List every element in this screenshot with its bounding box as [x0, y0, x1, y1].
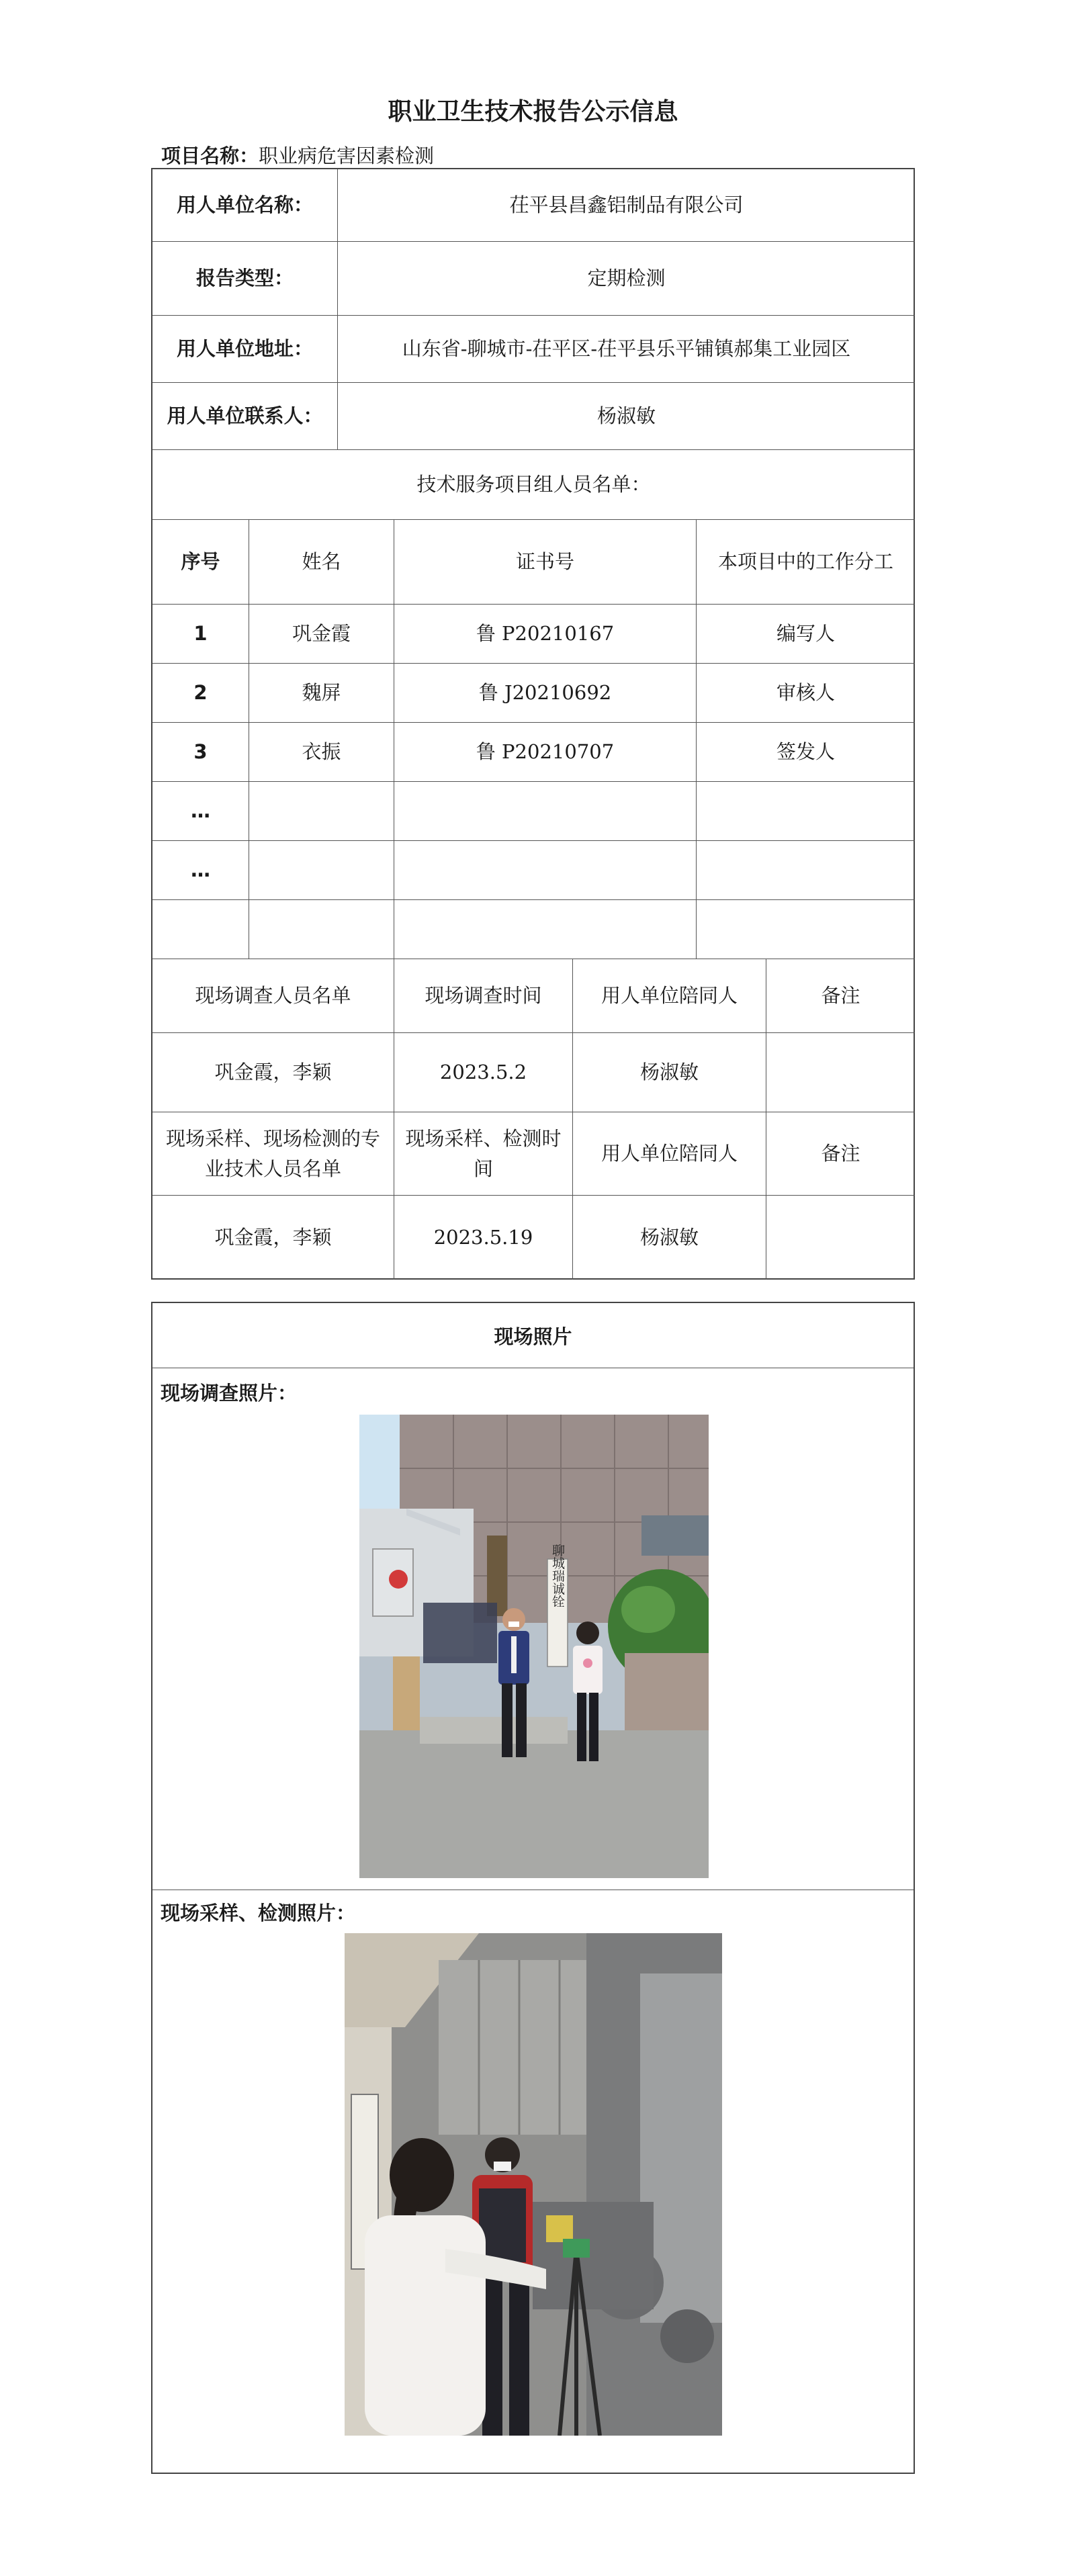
report-type-label: 报告类型： — [152, 242, 338, 316]
team-row-name: 衣振 — [249, 723, 394, 782]
team-row-role — [697, 900, 915, 959]
site-photos-section — [151, 1302, 915, 2474]
survey-header-staff: 现场调查人员名单 — [152, 959, 394, 1033]
report-type-value: 定期检测 — [338, 242, 915, 316]
sampling-escort: 杨淑敏 — [573, 1196, 766, 1280]
team-header-cert: 证书号 — [394, 520, 697, 605]
company-name-label: 用人单位名称： — [152, 169, 338, 242]
sampling-header-time: 现场采样、检测时间 — [394, 1112, 573, 1196]
company-address-value: 山东省-聊城市-茌平区-茌平县乐平铺镇郝集工业园区 — [338, 316, 915, 383]
sampling-remark — [766, 1196, 915, 1280]
team-row-no: 1 — [152, 605, 249, 664]
survey-header-escort: 用人单位陪同人 — [573, 959, 766, 1033]
team-list-title: 技术服务项目组人员名单： — [152, 450, 915, 520]
survey-header-time: 现场调查时间 — [394, 959, 573, 1033]
team-row-no: 2 — [152, 664, 249, 723]
survey-photo-label: 现场调查照片： — [161, 1382, 298, 1405]
page-title: 职业卫生技术报告公示信息 — [388, 98, 678, 126]
team-row-no: … — [152, 841, 249, 900]
team-row-no: 3 — [152, 723, 249, 782]
sampling-photo — [345, 1933, 722, 2436]
team-row-name — [249, 841, 394, 900]
survey-time: 2023.5.2 — [394, 1033, 573, 1112]
project-name-line — [161, 141, 434, 169]
team-row-role: 编写人 — [697, 605, 915, 664]
project-name-value: 职业病危害因素检测 — [259, 144, 435, 167]
team-header-no: 序号 — [152, 520, 249, 605]
site-photos-title: 现场照片 — [152, 1303, 914, 1368]
survey-header-remark: 备注 — [766, 959, 915, 1033]
sampling-header-remark: 备注 — [766, 1112, 915, 1196]
company-name-value: 茌平县昌鑫铝制品有限公司 — [338, 169, 915, 242]
team-row-cert — [394, 782, 697, 841]
survey-escort: 杨淑敏 — [573, 1033, 766, 1112]
team-row-no: … — [152, 782, 249, 841]
team-row-role: 签发人 — [697, 723, 915, 782]
sampling-header-staff: 现场采样、现场检测的专业技术人员名单 — [152, 1112, 394, 1196]
gate-sign-text: 聊城瑞诚铨 — [550, 1544, 565, 1608]
team-row-cert — [394, 900, 697, 959]
survey-photo — [359, 1415, 709, 1878]
team-row-cert — [394, 841, 697, 900]
team-row-name — [249, 900, 394, 959]
sampling-staff: 巩金霞，李颖 — [152, 1196, 394, 1280]
survey-remark — [766, 1033, 915, 1112]
team-header-name: 姓名 — [249, 520, 394, 605]
company-address-label: 用人单位地址： — [152, 316, 338, 383]
team-row-name: 巩金霞 — [249, 605, 394, 664]
sampling-header-escort: 用人单位陪同人 — [573, 1112, 766, 1196]
company-contact-value: 杨淑敏 — [338, 383, 915, 450]
sampling-time: 2023.5.19 — [394, 1196, 573, 1280]
project-name-label: 项目名称： — [161, 144, 259, 167]
team-row-no — [152, 900, 249, 959]
company-contact-label: 用人单位联系人： — [152, 383, 338, 450]
team-row-name: 魏屏 — [249, 664, 394, 723]
sampling-photo-label: 现场采样、检测照片： — [161, 1902, 356, 1924]
team-row-cert: 鲁 P20210167 — [394, 605, 697, 664]
report-info-table — [151, 168, 915, 1280]
survey-staff: 巩金霞，李颖 — [152, 1033, 394, 1112]
team-row-name — [249, 782, 394, 841]
team-row-role — [697, 782, 915, 841]
team-header-role: 本项目中的工作分工 — [697, 520, 915, 605]
team-row-role: 审核人 — [697, 664, 915, 723]
team-row-cert: 鲁 P20210707 — [394, 723, 697, 782]
team-row-role — [697, 841, 915, 900]
team-row-cert: 鲁 J20210692 — [394, 664, 697, 723]
